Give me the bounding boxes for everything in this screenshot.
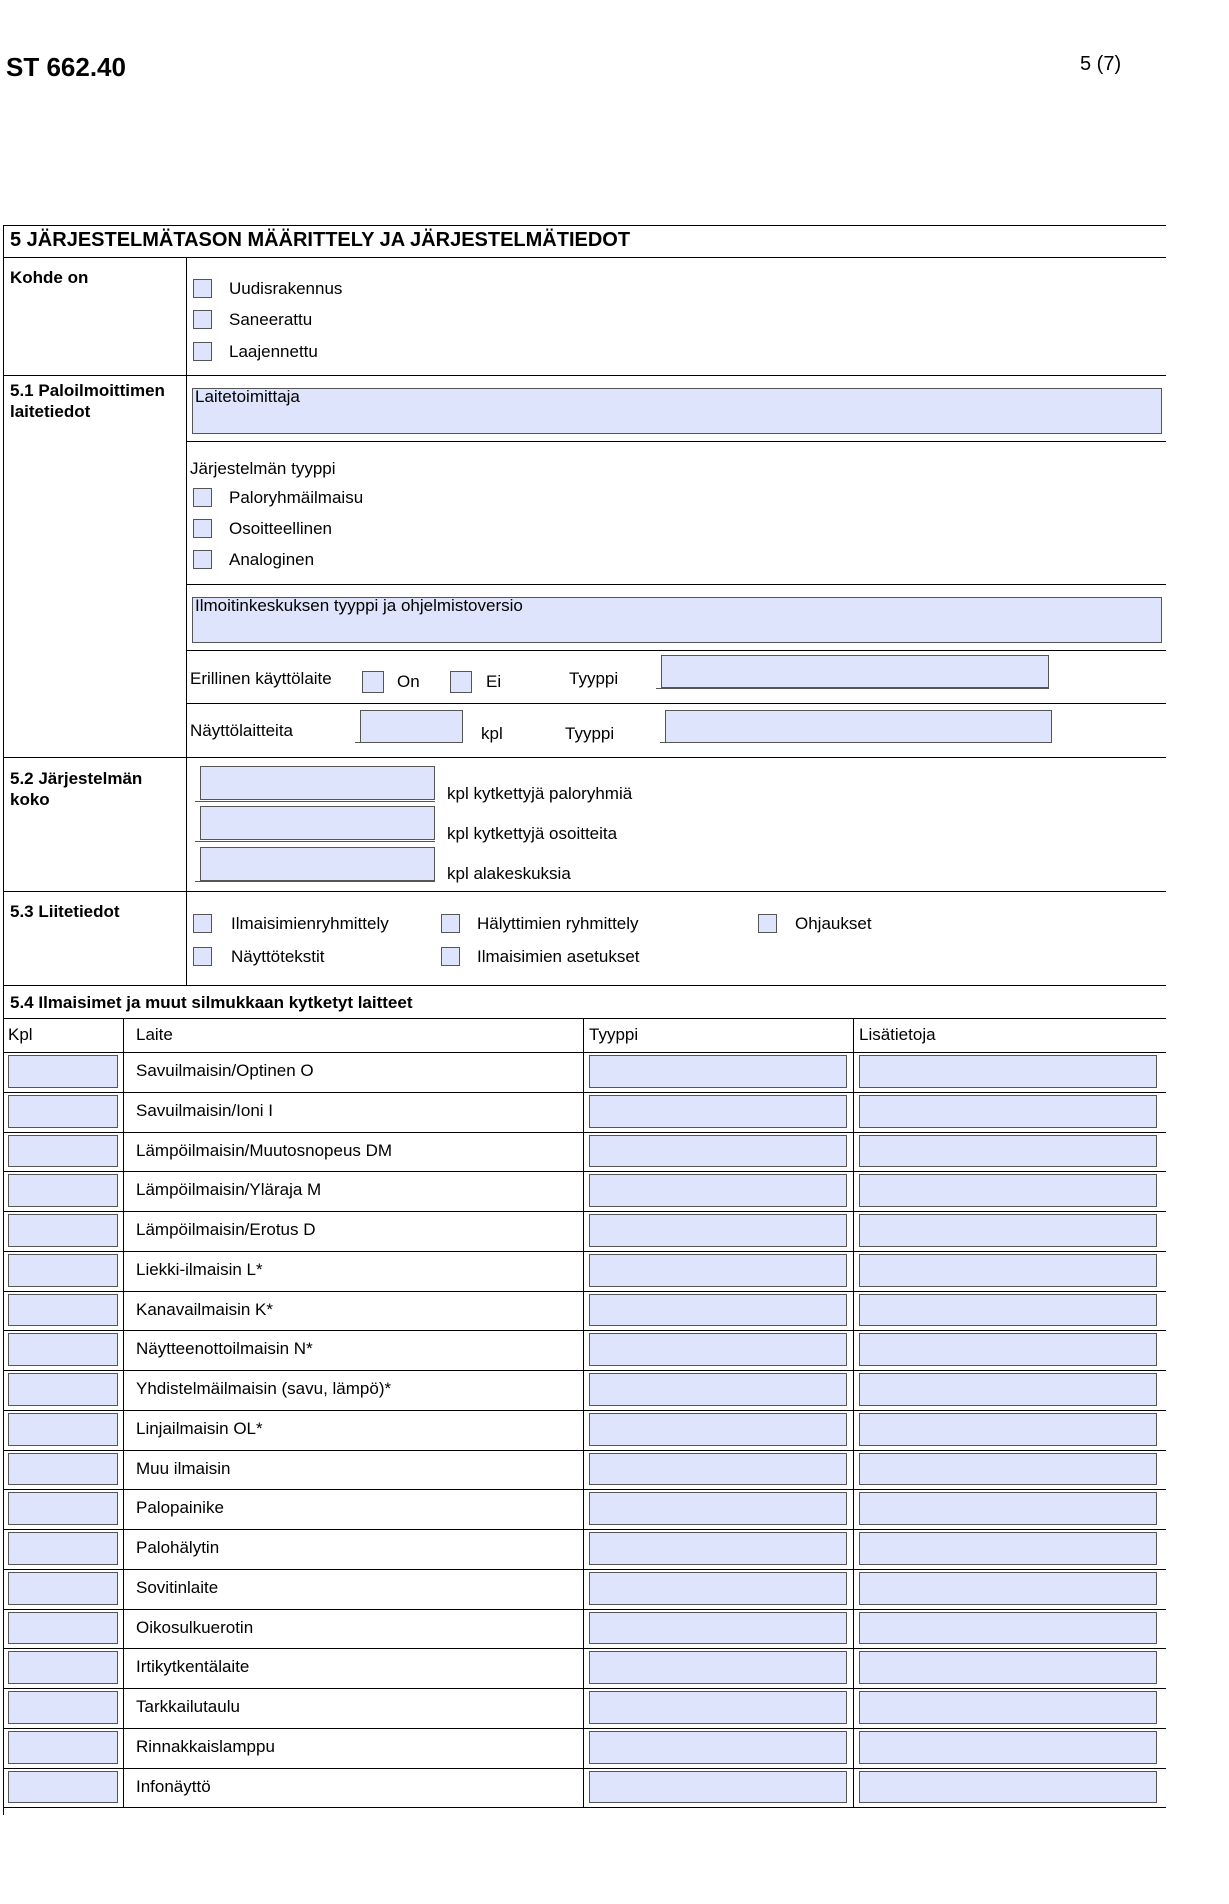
additional-info-field[interactable] [859, 1294, 1157, 1327]
system-type-label: Järjestelmän tyyppi [190, 459, 336, 478]
attachment-label: Hälyttimien ryhmittely [477, 914, 639, 933]
quantity-field[interactable] [8, 1492, 118, 1525]
checkbox-nayttotekstit[interactable] [193, 947, 212, 966]
checkbox-laajennettu[interactable] [193, 342, 212, 361]
option-label: Laajennettu [229, 342, 318, 361]
subpanels-count-field[interactable] [200, 847, 435, 881]
checkbox-halyttimien-ryhmittely[interactable] [441, 914, 460, 933]
option-label: Osoitteellinen [229, 519, 333, 538]
device-name: Rinnakkaislamppu [136, 1736, 275, 1756]
additional-info-field[interactable] [859, 1492, 1157, 1525]
display-units-count-field[interactable] [360, 710, 463, 743]
divider [186, 441, 1166, 442]
type-label: Tyyppi [565, 724, 615, 743]
type-field[interactable] [589, 1214, 847, 1247]
underline [656, 688, 1049, 689]
kpl-label: kpl [481, 724, 503, 743]
checkbox-analoginen[interactable] [193, 550, 212, 569]
device-name: Oikosulkuerotin [136, 1617, 254, 1637]
attachment-label: Ilmaisimien asetukset [477, 947, 640, 966]
checkbox-osoitteellinen[interactable] [193, 519, 212, 538]
checkbox-ilmaisimienryhmittely[interactable] [193, 914, 212, 933]
quantity-field[interactable] [8, 1055, 118, 1088]
additional-info-field[interactable] [859, 1254, 1157, 1287]
additional-info-field[interactable] [859, 1651, 1157, 1684]
type-field[interactable] [589, 1572, 847, 1605]
column-header-kpl: Kpl [8, 1025, 33, 1044]
attachment-label: Ohjaukset [795, 914, 872, 933]
quantity-field[interactable] [8, 1254, 118, 1287]
device-name: Savuilmaisin/Ioni I [136, 1100, 274, 1120]
quantity-field[interactable] [8, 1135, 118, 1168]
additional-info-field[interactable] [859, 1731, 1157, 1764]
type-field[interactable] [589, 1532, 847, 1565]
attachment-label: Ilmaisimienryhmittely [231, 914, 389, 933]
quantity-field[interactable] [8, 1373, 118, 1406]
kohde-label: Kohde on [10, 268, 89, 287]
checkbox-saneerattu[interactable] [193, 310, 212, 329]
device-name: Savuilmaisin/Optinen O [136, 1061, 314, 1080]
quantity-field[interactable] [8, 1771, 118, 1804]
device-name: Tarkkailutaulu [136, 1697, 240, 1716]
s51-label-line1: 5.1 Paloilmoittimen [10, 381, 165, 400]
divider [186, 650, 1166, 651]
quantity-field[interactable] [8, 1572, 118, 1605]
device-name: Sovitinlaite [136, 1577, 219, 1597]
type-field[interactable] [589, 1413, 847, 1446]
supplier-field[interactable] [192, 388, 1162, 434]
quantity-field[interactable] [8, 1174, 118, 1207]
device-name: Muu ilmaisin [136, 1458, 231, 1478]
s52-label-line1: 5.2 Järjestelmän [10, 769, 143, 788]
size-row-label: kpl kytkettyjä paloryhmiä [447, 784, 633, 803]
checkbox-ei[interactable] [450, 671, 472, 693]
underline [195, 881, 435, 882]
fire-groups-count-field[interactable] [200, 766, 435, 800]
divider [3, 1018, 1166, 1019]
device-name: Linjailmaisin OL* [136, 1418, 263, 1438]
quantity-field[interactable] [8, 1413, 118, 1446]
quantity-field[interactable] [8, 1691, 118, 1724]
panel-type-field[interactable] [192, 597, 1162, 643]
divider [3, 257, 1166, 258]
additional-info-field[interactable] [859, 1055, 1157, 1088]
divider [186, 703, 1166, 704]
option-label: Saneerattu [229, 310, 313, 329]
divider [3, 985, 1166, 986]
s53-label: 5.3 Liitetiedot [10, 902, 120, 921]
device-name: Palohälytin [136, 1538, 220, 1557]
type-label: Tyyppi [569, 669, 619, 688]
additional-info-field[interactable] [859, 1453, 1157, 1486]
additional-info-field[interactable] [859, 1174, 1157, 1207]
additional-info-field[interactable] [859, 1691, 1157, 1724]
quantity-field[interactable] [8, 1095, 118, 1128]
on-label: On [397, 672, 420, 691]
option-label: Uudisrakennus [229, 279, 343, 298]
type-field[interactable] [589, 1492, 847, 1525]
additional-info-field[interactable] [859, 1373, 1157, 1406]
type-field[interactable] [589, 1691, 847, 1724]
type-field[interactable] [589, 1095, 847, 1128]
quantity-field[interactable] [8, 1333, 118, 1366]
quantity-field[interactable] [8, 1612, 118, 1645]
quantity-field[interactable] [8, 1294, 118, 1327]
s54-title: 5.4 Ilmaisimet ja muut silmukkaan kytketyt laitteet [10, 993, 413, 1012]
device-name: Lämpöilmaisin/Erotus D [136, 1220, 316, 1239]
type-field[interactable] [589, 1294, 847, 1327]
divider [3, 225, 1166, 226]
option-label: Analoginen [229, 550, 315, 569]
checkbox-ilmaisimien-asetukset[interactable] [441, 947, 460, 966]
type-field[interactable] [589, 1651, 847, 1684]
divider [3, 757, 1166, 758]
device-name: Lämpöilmaisin/Yläraja M [136, 1180, 322, 1200]
checkbox-ohjaukset[interactable] [758, 914, 777, 933]
type-field[interactable] [589, 1174, 847, 1207]
document-code: ST 662.40 [6, 52, 126, 82]
type-field[interactable] [589, 1612, 847, 1645]
control-unit-type-field[interactable] [661, 655, 1049, 688]
type-field[interactable] [589, 1055, 847, 1088]
attachment-label: Näyttötekstit [231, 947, 325, 966]
size-row-label: kpl kytkettyjä osoitteita [447, 824, 618, 843]
display-units-type-field[interactable] [665, 710, 1052, 743]
page-number: 5 (7) [1080, 53, 1122, 75]
device-name: Infonäyttö [136, 1776, 211, 1796]
type-field[interactable] [589, 1453, 847, 1486]
section-title: 5 JÄRJESTELMÄTASON MÄÄRITTELY JA JÄRJESTELMÄTIEDOT [10, 229, 631, 251]
additional-info-field[interactable] [859, 1532, 1157, 1565]
option-label: Paloryhmäilmaisu [229, 488, 364, 507]
device-name: Näytteenottoilmaisin N* [136, 1339, 313, 1359]
checkbox-uudisrakennus[interactable] [193, 279, 212, 298]
ei-label: Ei [486, 672, 502, 691]
addresses-count-field[interactable] [200, 806, 435, 840]
type-field[interactable] [589, 1731, 847, 1764]
quantity-field[interactable] [8, 1651, 118, 1684]
type-field[interactable] [589, 1135, 847, 1168]
device-name: Liekki-ilmaisin L* [136, 1259, 263, 1279]
device-name: Yhdistelmäilmaisin (savu, lämpö)* [136, 1379, 392, 1398]
device-name: Kanavailmaisin K* [136, 1299, 274, 1319]
label-column-divider [186, 257, 187, 986]
display-units-label: Näyttölaitteita [190, 721, 293, 740]
device-name: Irtikytkentälaite [136, 1657, 250, 1677]
additional-info-field[interactable] [859, 1413, 1157, 1446]
device-name: Palopainike [136, 1498, 224, 1518]
column-header-tyyppi: Tyyppi [589, 1025, 639, 1044]
additional-info-field[interactable] [859, 1572, 1157, 1605]
panel-type-field-label: Ilmoitinkeskuksen tyyppi ja ohjelmistoversio [195, 596, 523, 615]
divider [186, 584, 1166, 585]
column-header-lisatietoja: Lisätietoja [859, 1025, 936, 1044]
underline [195, 841, 435, 842]
type-field[interactable] [589, 1254, 847, 1287]
size-row-label: kpl alakeskuksia [447, 864, 571, 883]
device-name: Lämpöilmaisin/Muutosnopeus DM [136, 1140, 393, 1160]
supplier-field-label: Laitetoimittaja [195, 387, 300, 406]
quantity-field[interactable] [8, 1214, 118, 1247]
type-field[interactable] [589, 1771, 847, 1804]
divider [3, 375, 1166, 376]
quantity-field[interactable] [8, 1731, 118, 1764]
s51-label-line2: laitetiedot [10, 402, 91, 421]
checkbox-paloryhmailmaisu[interactable] [193, 488, 212, 507]
table-bottom-border [3, 1807, 1166, 1808]
additional-info-field[interactable] [859, 1333, 1157, 1366]
divider [3, 891, 1166, 892]
s52-label-line2: koko [10, 790, 50, 809]
type-field[interactable] [589, 1333, 847, 1366]
additional-info-field[interactable] [859, 1771, 1157, 1804]
additional-info-field[interactable] [859, 1612, 1157, 1645]
type-field[interactable] [589, 1373, 847, 1406]
additional-info-field[interactable] [859, 1135, 1157, 1168]
quantity-field[interactable] [8, 1453, 118, 1486]
additional-info-field[interactable] [859, 1214, 1157, 1247]
checkbox-on[interactable] [362, 671, 384, 693]
underline [195, 801, 435, 802]
quantity-field[interactable] [8, 1532, 118, 1565]
separate-unit-label: Erillinen käyttölaite [190, 669, 332, 688]
additional-info-field[interactable] [859, 1095, 1157, 1128]
column-header-laite: Laite [136, 1025, 173, 1044]
